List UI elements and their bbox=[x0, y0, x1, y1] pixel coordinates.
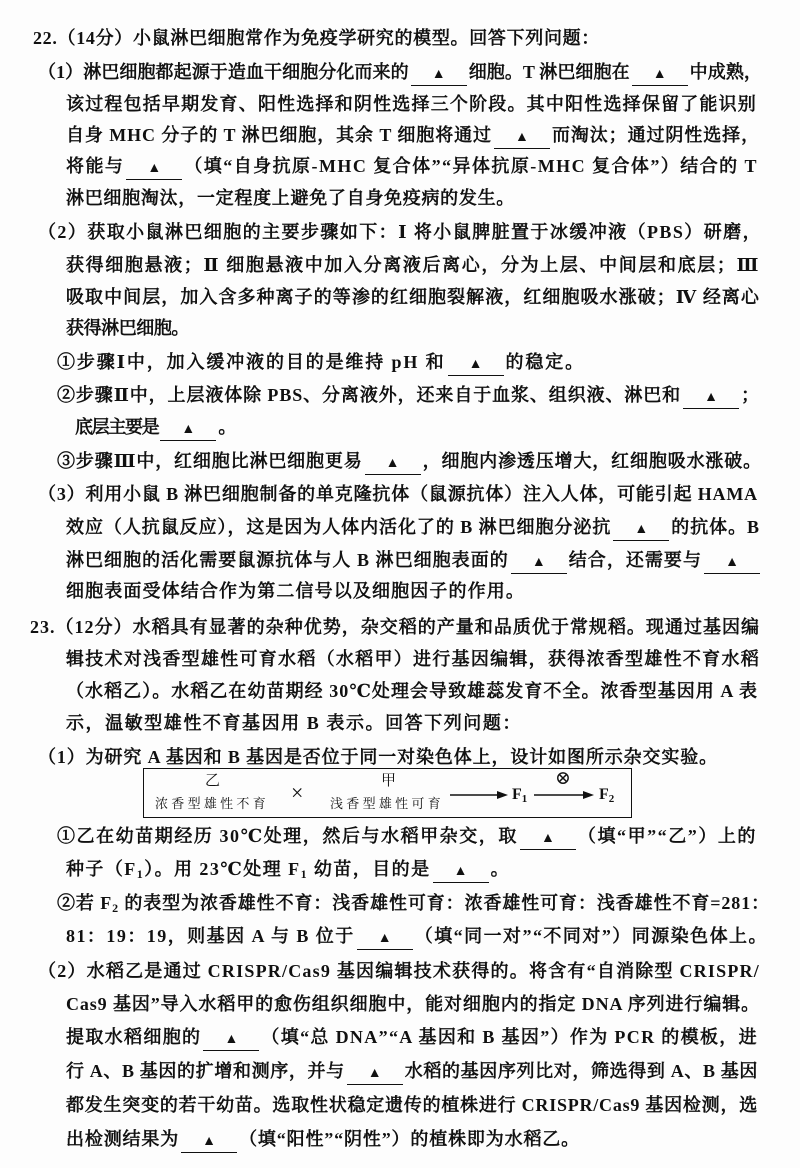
text-segment: 将能与 bbox=[66, 156, 125, 176]
line-text bbox=[38, 57, 762, 87]
text-segment: 淋巴细胞的活化需要鼠源抗体与人 B 淋巴细胞表面的 bbox=[66, 550, 509, 570]
line-text bbox=[66, 576, 525, 606]
text-segment: 的稳定。 bbox=[505, 352, 586, 372]
line-text bbox=[66, 1056, 758, 1086]
f2-subscript: 2 bbox=[608, 793, 615, 805]
q22-part1-line bbox=[38, 57, 762, 87]
q23-stem-line bbox=[66, 708, 522, 738]
text-segment: ，细胞内渗透压增大，红细胞吸水涨破。 bbox=[422, 451, 762, 471]
q22-part3-line bbox=[66, 576, 525, 606]
q23-part2-line bbox=[66, 1090, 758, 1120]
q22-part2-line bbox=[66, 282, 760, 312]
text-segment: 。 bbox=[218, 417, 235, 437]
line-text bbox=[57, 888, 770, 918]
text-segment: 自身 MHC 分子的 T 淋巴细胞，其余 T 细胞将通过 bbox=[66, 125, 492, 145]
f1-subscript: 1 bbox=[521, 793, 528, 805]
line-text bbox=[38, 479, 758, 509]
q22-part3-line bbox=[38, 479, 758, 509]
arrow-right-icon bbox=[534, 788, 594, 802]
text-segment: 细胞表面受体结合作为第二信号以及细胞因子的作用。 bbox=[66, 581, 525, 601]
answer-blank: ▲ bbox=[203, 1030, 259, 1051]
text-segment: 23.（12分）水稻具有显著的杂种优势，杂交稻的产量和品质优于常规稻。现通过基因编 bbox=[30, 617, 760, 637]
text-segment: ①乙在幼苗期经历 30℃处理，然后与水稻甲杂交，取 bbox=[57, 826, 518, 846]
text-segment: 吸取中间层，加入含多种离子的等渗的红细胞裂解液，红细胞吸水涨破；Ⅳ 经离心 bbox=[66, 287, 760, 307]
text-segment: （填“同一对”“不同对”）同源染色体上。 bbox=[414, 926, 768, 946]
line-text bbox=[57, 446, 762, 476]
line-text bbox=[66, 921, 768, 951]
q22-part2-line bbox=[66, 313, 189, 343]
text-segment: ②若 F bbox=[57, 893, 113, 913]
q22-part1-line bbox=[66, 89, 757, 119]
answer-blank: ▲ bbox=[160, 420, 216, 441]
text-segment: （2）获取小鼠淋巴细胞的主要步骤如下：Ⅰ 将小鼠脾脏置于冰缓冲液（PBS）研磨， bbox=[38, 222, 762, 242]
answer-blank: ▲ bbox=[411, 65, 467, 86]
line-text bbox=[66, 989, 760, 1019]
self-cross-symbol: ⊗ bbox=[555, 768, 571, 789]
answer-blank: ▲ bbox=[494, 128, 550, 149]
q22-part1-line bbox=[66, 151, 758, 181]
text-segment: Cas9 基因”导入水稻甲的愈伤组织细胞中，能对细胞内的指定 DNA 序列进行编辑。 bbox=[66, 994, 760, 1014]
line-text bbox=[66, 89, 757, 119]
text-segment: 行 A、B 基因的扩增和测序，并与 bbox=[66, 1061, 345, 1081]
female-parent-label: 乙 bbox=[205, 773, 221, 789]
line-text bbox=[66, 676, 758, 706]
text-segment: 而淘汰；通过阴性选择， bbox=[551, 125, 760, 145]
text-segment: 辑技术对浅香型雄性可育水稻（水稻甲）进行基因编辑，获得浓香型雄性不育水稻 bbox=[66, 649, 760, 669]
text-segment: （2）水稻乙是通过 CRISPR/Cas9 基因编辑技术获得的。将含有“自消除型 CRISPR/ bbox=[38, 961, 760, 981]
text-segment: （1）淋巴细胞都起源于造血干细胞分化而来的 bbox=[38, 62, 409, 82]
text-segment: ②步骤Ⅱ中，上层液体除 PBS、分离液外，还来自于血浆、组织液、淋巴和 bbox=[57, 385, 682, 405]
q22-part3-line bbox=[66, 512, 760, 542]
answer-blank: ▲ bbox=[613, 520, 669, 541]
line-text bbox=[66, 1022, 758, 1052]
text-segment: 底层主要是 bbox=[75, 417, 159, 437]
q22-part2-line bbox=[66, 250, 760, 280]
q22-part2-line bbox=[38, 217, 762, 247]
text-segment: 的抗体。B bbox=[671, 517, 760, 537]
line-text bbox=[66, 183, 515, 213]
subscript: 2 bbox=[112, 901, 119, 915]
text-segment: （填“总 DNA”“A 基因和 B 基因”）作为 PCR 的模板，进 bbox=[261, 1027, 758, 1047]
text-segment: （填“自身抗原-MHC 复合体”“异体抗原-MHC 复合体”）结合的 T bbox=[184, 156, 758, 176]
q23-stem-line bbox=[66, 644, 760, 674]
text-segment: 获得淋巴细胞。 bbox=[66, 318, 189, 338]
text-segment: 都发生突变的若干幼苗。选取性状稳定遗传的植株进行 CRISPR/Cas9 基因检测，选 bbox=[66, 1095, 758, 1115]
q23-part1-sub2-line bbox=[57, 888, 770, 918]
f2-letter: F bbox=[599, 786, 609, 803]
text-segment: 22.（14分）小鼠淋巴细胞常作为免疫学研究的模型。回答下列问题： bbox=[33, 28, 600, 48]
answer-blank: ▲ bbox=[632, 65, 688, 86]
q23-part2-line bbox=[66, 1124, 580, 1154]
text-segment: 水稻的基因序列比对，筛选得到 A、B 基因 bbox=[404, 1061, 758, 1081]
text-segment: （填“阳性”“阴性”）的植株即为水稻乙。 bbox=[239, 1129, 580, 1149]
answer-blank: ▲ bbox=[181, 1132, 237, 1153]
q23-part1-sub2-line bbox=[66, 921, 768, 951]
q23-part1-sub1-line bbox=[66, 854, 510, 884]
f1-generation-label bbox=[512, 785, 527, 805]
line-text bbox=[66, 708, 522, 738]
q22-part3-line bbox=[66, 545, 762, 575]
text-segment: 该过程包括早期发育、阳性选择和阴性选择三个阶段。其中阳性选择保留了能识别 bbox=[66, 94, 757, 114]
line-text bbox=[33, 23, 600, 53]
q23-part2-line bbox=[66, 1056, 758, 1086]
male-parent-label: 甲 bbox=[381, 773, 397, 789]
line-text bbox=[66, 313, 189, 343]
text-segment: ①步骤Ⅰ中，加入缓冲液的目的是维持 pH 和 bbox=[57, 352, 446, 372]
q23-part1-sub1-line bbox=[57, 821, 757, 851]
f2-generation-label bbox=[599, 785, 614, 805]
line-text bbox=[57, 821, 757, 851]
q22-part1-line bbox=[66, 120, 760, 150]
line-text bbox=[66, 512, 760, 542]
text-segment: 出检测结果为 bbox=[66, 1129, 180, 1149]
line-text bbox=[66, 644, 760, 674]
line-text bbox=[66, 151, 758, 181]
text-segment: ③步骤Ⅲ中，红细胞比淋巴细胞更易 bbox=[57, 451, 363, 471]
text-segment: （水稻乙）。水稻乙在幼苗期经 30℃处理会导致雄蕊发育不全。浓香型基因用 A 表 bbox=[66, 681, 758, 701]
text-segment: ）。用 23℃处理 F bbox=[144, 859, 301, 879]
answer-blank: ▲ bbox=[704, 553, 760, 574]
line-text bbox=[38, 956, 760, 986]
text-segment: 幼苗，目的是 bbox=[308, 859, 431, 879]
line-text bbox=[38, 217, 762, 247]
q22-part1-line bbox=[66, 183, 515, 213]
answer-blank: ▲ bbox=[347, 1064, 403, 1085]
text-segment: 获得细胞悬液；Ⅱ 细胞悬液中加入分离液后离心，分为上层、中间层和底层；Ⅲ bbox=[66, 255, 760, 275]
line-text bbox=[57, 380, 760, 410]
text-segment: 中成熟， bbox=[689, 62, 762, 82]
text-segment: 淋巴细胞淘汰，一定程度上避免了自身免疫病的发生。 bbox=[66, 188, 515, 208]
q23-part2-line bbox=[38, 956, 760, 986]
text-segment: 81：19：19，则基因 A 与 B 位于 bbox=[66, 926, 355, 946]
answer-blank: ▲ bbox=[448, 355, 504, 376]
female-parent-phenotype: 浓香型雄性不育 bbox=[155, 796, 269, 811]
line-text bbox=[30, 612, 760, 642]
q23-part2-line bbox=[66, 1022, 758, 1052]
text-segment: 种子（F bbox=[66, 859, 137, 879]
line-text bbox=[66, 120, 760, 150]
q22-part2-sub1-line bbox=[57, 347, 585, 377]
answer-blank: ▲ bbox=[126, 159, 182, 180]
male-parent-phenotype: 浅香型雄性可育 bbox=[330, 796, 444, 811]
subscript: 1 bbox=[136, 867, 145, 881]
text-segment: 细胞。T 淋巴细胞在 bbox=[468, 62, 630, 82]
text-segment: 。 bbox=[490, 859, 510, 879]
q23-title bbox=[30, 612, 760, 642]
text-segment: 提取水稻细胞的 bbox=[66, 1027, 202, 1047]
q22-title bbox=[33, 23, 600, 53]
text-segment: 效应（人抗鼠反应），这是因为人体内活化了的 B 淋巴细胞分泌抗 bbox=[66, 517, 612, 537]
text-segment: 结合，还需要与 bbox=[568, 550, 702, 570]
q22-part2-sub2-line bbox=[57, 380, 760, 410]
text-segment: （1）为研究 A 基因和 B 基因是否位于同一对染色体上，设计如图所示杂交实验。 bbox=[38, 747, 718, 767]
q22-part2-sub3-line bbox=[57, 446, 762, 476]
text-segment: ； bbox=[741, 385, 760, 405]
answer-blank: ▲ bbox=[433, 862, 489, 883]
cross-diagram bbox=[143, 768, 632, 818]
text-segment: 示，温敏型雄性不育基因用 B 表示。回答下列问题： bbox=[66, 713, 522, 733]
text-segment: （3）利用小鼠 B 淋巴细胞制备的单克隆抗体（鼠源抗体）注入人体，可能引起 HAMA bbox=[38, 484, 758, 504]
line-text bbox=[75, 412, 235, 442]
line-text bbox=[66, 282, 760, 312]
text-segment: （填“甲”“乙”）上的 bbox=[577, 826, 757, 846]
f1-letter: F bbox=[512, 786, 522, 803]
line-text bbox=[66, 1090, 758, 1120]
line-text bbox=[66, 854, 510, 884]
line-text bbox=[57, 347, 585, 377]
q23-stem-line bbox=[66, 676, 758, 706]
answer-blank: ▲ bbox=[357, 929, 413, 950]
answer-blank: ▲ bbox=[511, 553, 567, 574]
answer-blank: ▲ bbox=[683, 388, 739, 409]
q22-part2-sub2-line bbox=[75, 412, 235, 442]
line-text bbox=[66, 545, 762, 575]
cross-symbol: × bbox=[291, 780, 304, 805]
subscript: 1 bbox=[300, 867, 308, 881]
line-text bbox=[66, 1124, 580, 1154]
arrow-right-icon bbox=[450, 788, 508, 802]
answer-blank: ▲ bbox=[520, 829, 576, 850]
q23-part2-line bbox=[66, 989, 760, 1019]
answer-blank: ▲ bbox=[365, 454, 421, 475]
line-text bbox=[66, 250, 760, 280]
text-segment: 的表型为浓香雄性不育：浅香雄性可育：浓香雄性可育：浅香雄性不育=281： bbox=[119, 893, 770, 913]
